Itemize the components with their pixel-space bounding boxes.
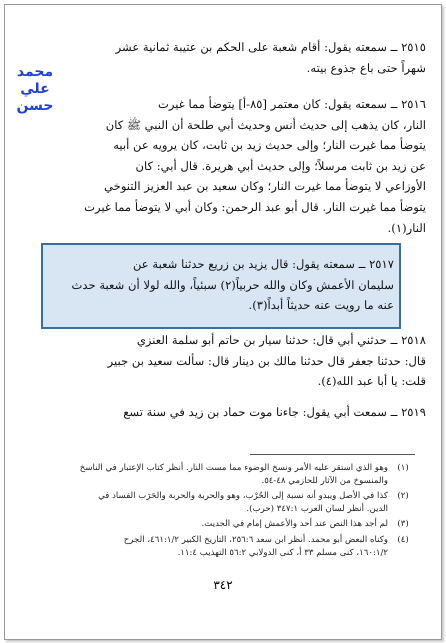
text-line: ٢٥١٨ ــ حدثني أبي قال: حدثنا سيار بن حاتم أبو سلمة العنزي <box>136 333 426 347</box>
stamp-line: حسن <box>16 98 54 114</box>
page-number: ٣٤٢ <box>213 578 233 592</box>
footnote-divider <box>250 454 415 455</box>
text-line: عن زيد بن ثابت مرسلاً؛ وإلى حديث أبي هريرة. قال أبي: كان <box>135 158 426 173</box>
text-line: ٢٥١٧ ــ سمعته يقول: قال يزيد بن زريع حدثنا شعبة عن <box>132 257 394 271</box>
stamp-line: محمد <box>16 64 54 80</box>
text-line: النار(١). <box>387 220 426 235</box>
text-line: سليمان الأعمش وكان والله حربياً(٢) سبئياً، والله لولا أن شعبة حدث <box>71 277 394 292</box>
text-line: ٢٥١٥ ــ سمعته يقول: أقام شعبة على الحكم بن عتيبة ثمانية عشر <box>115 40 426 54</box>
footnote-line: وكناه البعض أبو محمد. أنظر ابن سعد ٢٥٦:٦، التاريخ الكبير ٤٦١:١/٢، الجرح <box>123 534 388 545</box>
footnote-1 <box>26 462 418 487</box>
paragraph-2515 <box>20 37 426 78</box>
footnote-4 <box>26 534 418 559</box>
text-line: ٢٥١٦ ــ سمعته يقول: كان معتمر [٨٥-أ] يتوضأ مما غيرت <box>157 97 426 111</box>
footnote-number: (٤) <box>397 534 409 545</box>
text-line: يتوضأ مما غيرت النار. قال أبو عبد الرحمن: وكان أبي لا يتوضأ مما غيرت <box>84 199 426 214</box>
paragraph-2518 <box>20 330 426 392</box>
footnote-2 <box>26 490 418 515</box>
footnote-line: لم أجد هذا النص عند أحد والأعمش إمام في الحديث. <box>201 519 388 530</box>
paragraph-2519 <box>20 402 426 423</box>
footnote-3 <box>26 518 418 531</box>
footnote-line: الدين. أنظر لسان العرب ٣٤٧:١ (حرب). <box>246 503 388 514</box>
footnote-number: (٣) <box>397 519 409 530</box>
footnote-line: كذا في الأصل ويبدو أنه نسبة إلى الحُرْب، وهو والحربة والحربة والحَرَب الفساد في <box>98 491 388 502</box>
text-line: النار، كان يذهب إلى حديث أنس وحديث أبي طلحة أن النبي ﷺ كان <box>105 117 426 132</box>
stamp-line: علي <box>20 81 50 97</box>
text-line: شهراً حتى باع جذوع بيته. <box>306 60 426 75</box>
text-line: الأوزاعي لا يتوضأ مما غيرت النار؛ وكان سعيد بن عبد العزيز التنوخي <box>103 179 426 194</box>
footnote-number: (٢) <box>397 491 409 502</box>
footnote-line: وهو الذي استقر عليه الأمر ونسخ الوضوء مما مست النار. أنظر كتاب الإعتبار في الناسخ <box>79 463 388 473</box>
text-line: ٢٥١٩ ــ سمعت أبي يقول: جاءنا موت حماد بن زيد في سنة تسع <box>123 405 426 419</box>
footnote-line: والمنسوخ من الآثار للحازمي ٤٨-٥٤. <box>261 475 388 486</box>
text-line: عنه ما رويت عنه حديثاً أبداً(٣). <box>248 298 394 313</box>
footnotes <box>26 462 418 559</box>
paragraph-2516 <box>20 94 426 238</box>
paragraph-2517 <box>48 254 394 316</box>
footnote-line: ١٦٠:١/٢، كنى مسلم ٣٣ أ، كنى الدولابي ٥٦:٢ التهذيب ١١:٤. <box>177 547 388 558</box>
text-line: قال: حدثنا جعفر قال حدثنا مالك بن دينار قال: سألت سعيد بن جبير <box>107 353 426 368</box>
footnote-number: (١) <box>397 463 409 473</box>
text-line: يتوضأ مما غيرت النار؛ وإلى حديث زيد بن ثابت، كان يرويه عن أبيه <box>113 138 426 153</box>
text-line: قلت: يا أبا عبد الله(٤). <box>317 374 426 389</box>
